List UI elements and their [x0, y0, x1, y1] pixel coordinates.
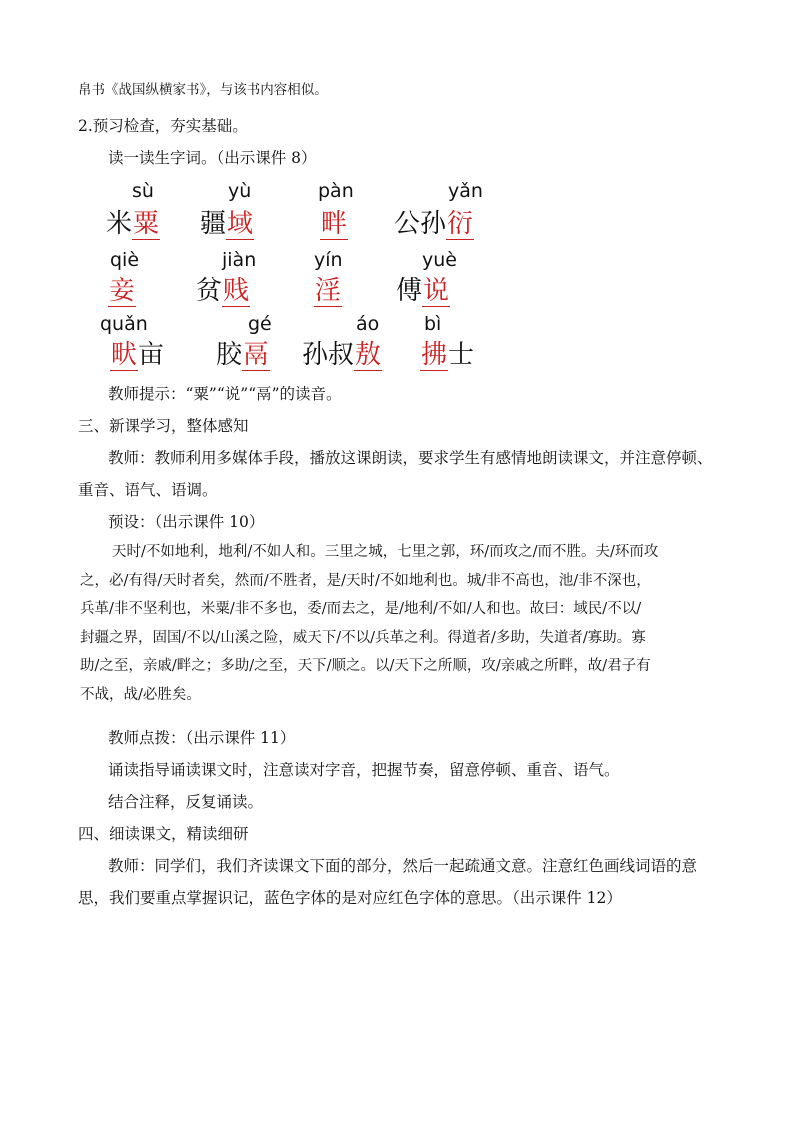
vocab-word: 孙叔敖 [302, 340, 382, 370]
section-4-paragraph-line-1: 教师：同学们，我们齐读课文下面的部分，然后一起疏通文意。注意红色画线词语的意 [108, 857, 698, 875]
red-underlined-char: 贱 [223, 276, 250, 306]
section-3-paragraph-line-1: 教师：教师利用多媒体手段，播放这课朗读，要求学生有感情地朗读课文，并注意停顿、 [108, 449, 713, 467]
section-4-title: 四、细读课文，精读细研 [78, 825, 249, 843]
red-underlined-char: 衍 [447, 209, 474, 239]
pinyin: sù [132, 180, 154, 202]
vocab-word: 傅说 [396, 276, 450, 306]
red-underlined-char: 粟 [133, 209, 160, 239]
classical-line: 封疆之界，固国/不以/山溪之险，威天下/不以/兵革之利。得道者/多助，失道者/寡助。寡 [80, 629, 646, 646]
section-4-paragraph-line-2: 思，我们要重点掌握识记，蓝色字体的是对应红色字体的意思。（出示课件 12） [78, 889, 622, 907]
classical-line: 兵革/非不坚利也，米粟/非不多也，委/而去之，是/地利/不如/人和也。故曰：域民/不以/ [80, 601, 642, 617]
red-underlined-char: 鬲 [243, 340, 270, 370]
vocab-word: 米粟 [106, 209, 160, 239]
section-2-title: 2.预习检查，夯实基础。 [78, 117, 248, 135]
classical-line: 助/之至，亲戚/畔之；多助/之至，天下/顺之。以/天下之所顺，攻/亲戚之所畔，故/君子有 [80, 658, 651, 674]
red-underlined-char: 淫 [315, 276, 342, 306]
pinyin: áo [356, 313, 380, 335]
pinyin: qiè [110, 249, 140, 271]
classical-text [80, 538, 720, 709]
red-underlined-char: 敖 [355, 340, 382, 370]
section-3-paragraph-line-2: 重音、语气、语调。 [78, 481, 218, 499]
guide-line-2: 结合注释，反复诵读。 [108, 793, 264, 811]
red-underlined-char: 畔 [321, 209, 348, 239]
vocab-word: 公孙衍 [394, 209, 474, 239]
intro-line: 帛书《战国纵横家书》，与该书内容相似。 [78, 82, 328, 98]
guide-line-1: 诵读指导诵读课文时，注意读对字音，把握节奏，留意停顿、重音、语气。 [108, 761, 620, 779]
vocab-word: 疆域 [200, 209, 254, 239]
read-words-instruction: 读一读生字词。（出示课件 8） [108, 149, 317, 167]
classical-line: 不战，战/必胜矣。 [80, 686, 201, 703]
pinyin: quǎn [100, 313, 148, 335]
vocab-word: 拂士 [421, 340, 475, 370]
vocab-word [314, 270, 342, 307]
pinyin: gé [248, 313, 272, 335]
red-underlined-char: 域 [227, 209, 254, 239]
red-underlined-char: 妾 [109, 276, 136, 306]
vocab-word: 胶鬲 [216, 340, 270, 370]
vocab-word [320, 203, 348, 240]
pinyin: yín [314, 249, 343, 271]
teacher-tip: 教师提示：“粟”“说”“鬲”的读音。 [108, 385, 342, 403]
pinyin: yuè [422, 249, 457, 271]
teacher-guide-label: 教师点拨：（出示课件 11） [108, 729, 296, 747]
pinyin: yǎn [448, 180, 483, 202]
vocab-word: 贫贱 [196, 276, 250, 306]
pinyin: yù [228, 180, 252, 202]
section-3-title: 三、新课学习，整体感知 [78, 417, 249, 435]
red-underlined-char: 说 [423, 276, 450, 306]
red-underlined-char: 畎 [111, 340, 138, 370]
red-underlined-char: 拂 [421, 340, 448, 370]
preset-label: 预设：（出示课件 10） [108, 513, 265, 531]
pinyin: bì [424, 313, 442, 335]
vocab-word: 畎亩 [111, 340, 165, 370]
vocab-word [108, 270, 136, 307]
pinyin: jiàn [222, 249, 257, 271]
pinyin: pàn [318, 180, 354, 202]
classical-line: 天时/不如地利，地利/不如人和。三里之城，七里之郭，环/而攻之/而不胜。夫/环而攻 [112, 544, 659, 560]
classical-line: 之，必/有得/天时者矣，然而/不胜者，是/天时/不如地利也。城/非不高也，池/非不深也， [80, 572, 651, 589]
